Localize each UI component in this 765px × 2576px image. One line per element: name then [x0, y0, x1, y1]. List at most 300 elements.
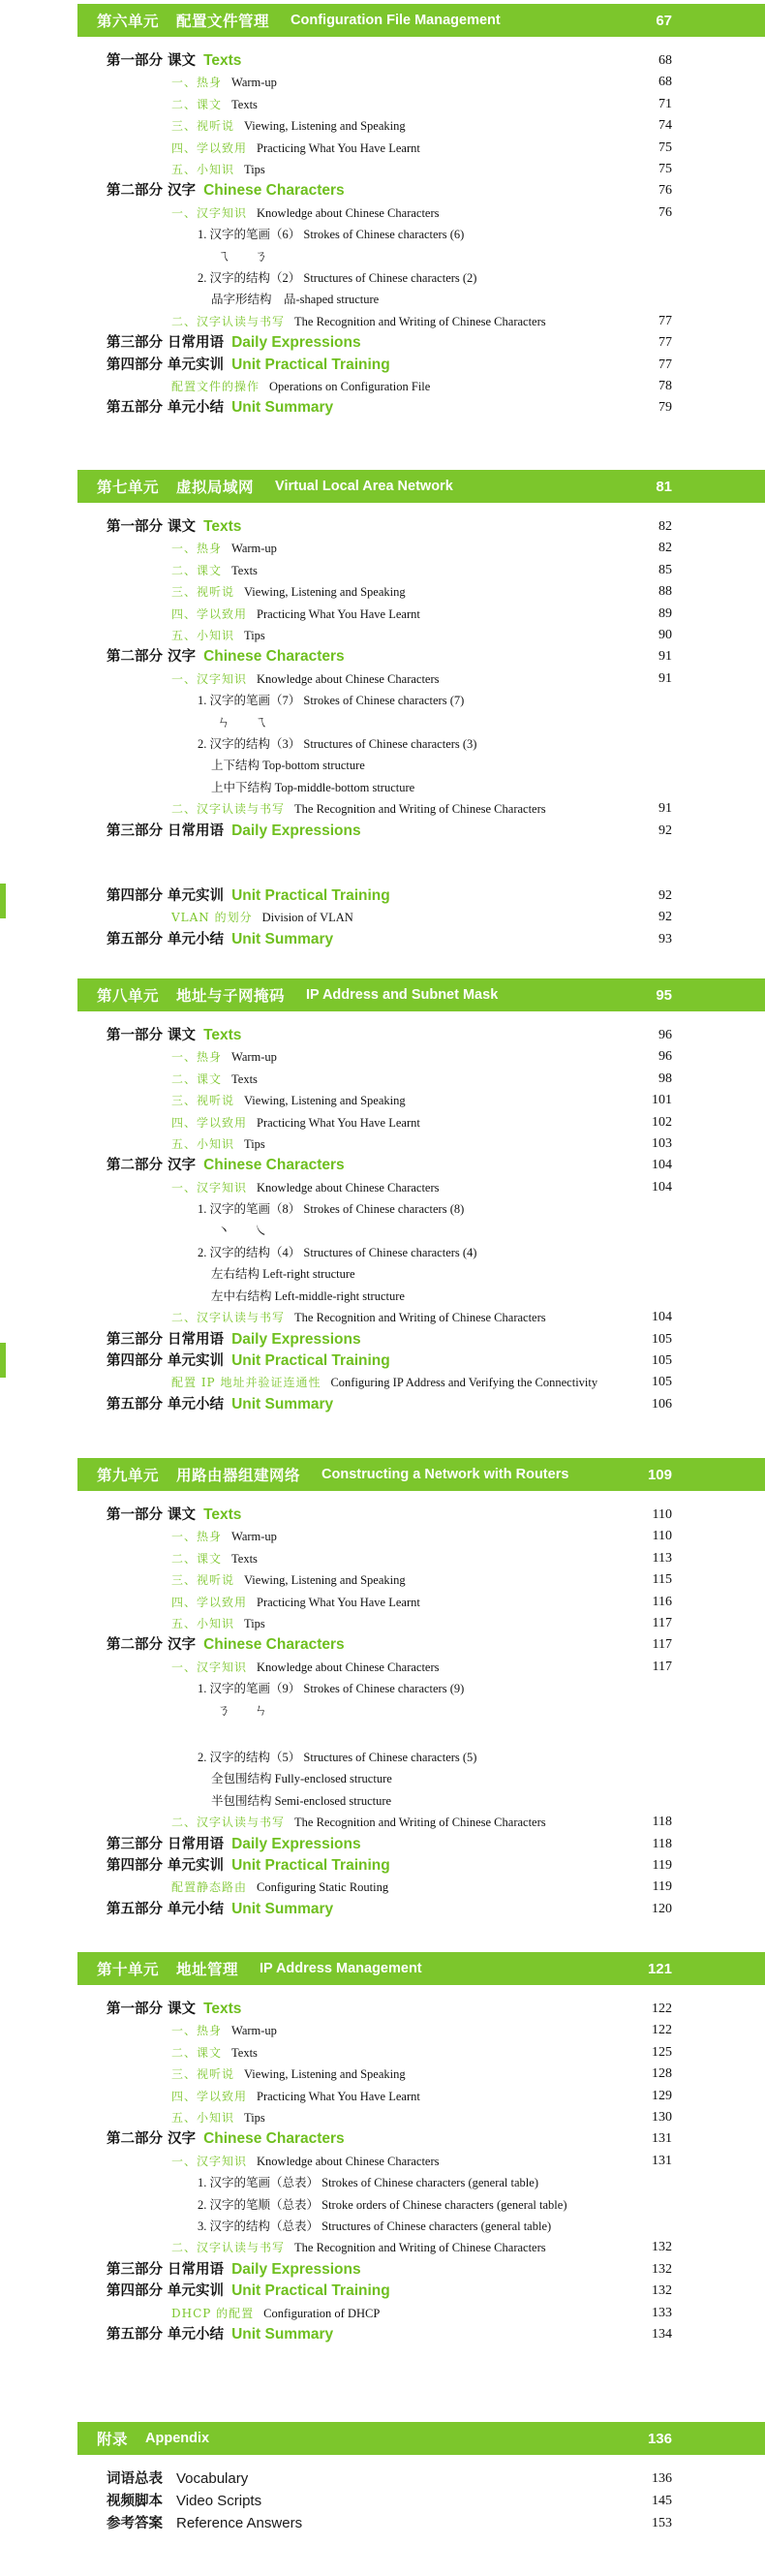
section-label-cn: 二、汉字认读与书写 [171, 1816, 286, 1830]
toc-row[interactable] [0, 397, 765, 419]
section-entry [171, 2064, 406, 2085]
unit-header-bar[interactable] [77, 978, 765, 1011]
appendix-header-bar[interactable] [77, 2422, 765, 2455]
toc-row[interactable] [0, 2303, 765, 2324]
section-entry [171, 1569, 406, 1591]
section-entry [171, 1613, 265, 1634]
toc-row[interactable] [0, 311, 765, 332]
unit-number: 第九单元 [97, 1467, 160, 1484]
section-label-en: Knowledge about Chinese Characters [257, 205, 440, 220]
unit-title-cn: 地址与子网掩码 [176, 987, 286, 1005]
toc-row[interactable] [0, 94, 765, 115]
section-label-cn: 二、课文 [171, 2045, 223, 2060]
toc-row[interactable] [0, 2259, 765, 2281]
unit-number: 第十单元 [97, 1961, 160, 1978]
page-number: 119 [652, 1858, 672, 1873]
toc-row[interactable] [0, 2064, 765, 2085]
part-title-cn: 第四部分 单元实训 [107, 357, 225, 373]
section-entry [171, 1307, 546, 1328]
section-label-cn: 四、学以致用 [171, 1595, 248, 1609]
unit-title-en: Virtual Local Area Network [275, 479, 453, 494]
toc-row[interactable] [0, 2324, 765, 2345]
section-label-en: Practicing What You Have Learnt [257, 1595, 420, 1609]
toc-row[interactable] [0, 1263, 765, 1285]
toc-row[interactable] [0, 1790, 765, 1812]
page-number: 92 [658, 822, 672, 838]
page-number: 91 [658, 801, 672, 817]
toc-row[interactable] [0, 646, 765, 667]
unit-page-number: 121 [647, 1960, 672, 1977]
subsection-entry: 左中右结构 Left-middle-right structure [211, 1288, 405, 1303]
part-heading [107, 1505, 241, 1526]
section-label-cn: 三、视听说 [171, 585, 235, 600]
section-entry [171, 138, 420, 159]
toc-row[interactable] [0, 1569, 765, 1591]
unit-title-cn: 用路由器组建网络 [176, 1467, 301, 1484]
toc-row[interactable] [0, 1394, 765, 1415]
toc-row[interactable] [0, 355, 765, 376]
appendix-row-entry[interactable] [0, 2468, 765, 2490]
section-label-en: Warm-up [231, 2024, 277, 2038]
section-entry [171, 2086, 420, 2107]
section-entry [171, 907, 353, 928]
toc-row[interactable] [0, 2128, 765, 2150]
toc-row[interactable] [0, 1505, 765, 1526]
part-title-cn: 第一部分 课文 [107, 2002, 197, 2017]
section-label-en: Configuring IP Address and Verifying the Connectivity [330, 1376, 598, 1390]
section-entry [171, 1177, 440, 1198]
toc-row[interactable] [0, 1069, 765, 1090]
section-entry [171, 1133, 265, 1155]
toc-row[interactable] [0, 1090, 765, 1111]
section-label-en: Practicing What You Have Learnt [257, 2089, 420, 2103]
subsection-entry: 2. 汉字的结构（3） Structures of Chinese characters (3) [198, 737, 477, 751]
section-label-cn: 二、汉字认读与书写 [171, 2241, 286, 2255]
subsection-entry: 2. 汉字的结构（4） Structures of Chinese characters (4) [198, 1246, 477, 1259]
part-title-en: Unit Summary [231, 1395, 334, 1412]
toc-row[interactable] [0, 180, 765, 202]
section-entry [171, 72, 277, 93]
section-entry [171, 2042, 258, 2064]
section-entry [171, 1526, 277, 1547]
toc-row[interactable] [0, 1046, 765, 1068]
unit-header-bar[interactable] [77, 1458, 765, 1491]
toc-row[interactable] [0, 1855, 765, 1877]
part-title-cn: 第三部分 日常用语 [107, 2261, 225, 2278]
appendix-entry-en: Video Scripts [176, 2493, 262, 2509]
page-number: 132 [652, 2240, 672, 2255]
toc-row[interactable] [0, 1613, 765, 1634]
section-label-en: Texts [231, 1071, 258, 1086]
part-title-en: Unit Practical Training [231, 356, 390, 373]
toc-row[interactable] [0, 885, 765, 907]
page-number: 90 [658, 628, 672, 642]
unit-header-bar[interactable] [77, 4, 765, 37]
section-label-en: The Recognition and Writing of Chinese Characters [294, 802, 546, 817]
part-title-en: Chinese Characters [203, 2130, 345, 2148]
toc-row[interactable] [0, 1307, 765, 1328]
toc-row[interactable] [0, 538, 765, 559]
part-heading [107, 1350, 390, 1372]
section-label-en: Viewing, Listening and Speaking [244, 2067, 406, 2082]
section-label-cn: 四、学以致用 [171, 2089, 248, 2103]
page-number: 117 [652, 1659, 672, 1674]
page-number: 115 [652, 1572, 672, 1588]
appendix-title-en: Appendix [145, 2431, 210, 2446]
toc-row[interactable] [0, 267, 765, 289]
unit-page-number: 81 [656, 478, 672, 495]
unit-title-en: IP Address and Subnet Mask [306, 987, 499, 1003]
section-label-cn: 一、热身 [171, 1050, 223, 1065]
part-title-en: Unit Summary [231, 1900, 334, 1917]
part-title-en: Texts [203, 518, 242, 535]
unit-number: 第六单元 [97, 13, 160, 30]
section-label-en: Tips [244, 1617, 265, 1630]
page-number: 93 [658, 931, 672, 947]
section-label-cn: 配置文件的操作 [171, 380, 260, 393]
toc-row[interactable] [0, 2151, 765, 2172]
page-number: 122 [652, 2002, 672, 2016]
section-label-cn: 一、汉字知识 [171, 1180, 248, 1195]
part-title-cn: 第三部分 日常用语 [107, 335, 225, 352]
toc-row[interactable] [0, 907, 765, 928]
toc-row[interactable] [0, 625, 765, 646]
section-label-cn: 五、小知识 [171, 1617, 235, 1630]
appendix-row-entry[interactable] [0, 2491, 765, 2512]
toc-row[interactable] [0, 1329, 765, 1350]
appendix-row-entry[interactable] [0, 2513, 765, 2534]
toc-row[interactable] [0, 2042, 765, 2064]
part-heading [107, 516, 241, 538]
unit-title-en: Constructing a Network with Routers [321, 1467, 569, 1482]
page-number: 85 [658, 562, 672, 577]
section-label-cn: 四、学以致用 [171, 140, 248, 155]
section-label-en: Tips [244, 1137, 265, 1151]
section-label-en: Configuring Static Routing [257, 1880, 389, 1895]
page-number: 131 [652, 2131, 672, 2147]
page-number: 77 [658, 357, 672, 372]
toc-row[interactable] [0, 2237, 765, 2258]
page-number: 76 [658, 183, 672, 199]
section-entry [171, 115, 406, 137]
toc-row[interactable] [0, 560, 765, 581]
page-number: 74 [658, 118, 672, 134]
unit-title-cn: 虚拟局域网 [176, 479, 255, 496]
toc-row[interactable] [0, 50, 765, 72]
page-number: 118 [652, 1815, 672, 1830]
section-label-en: Warm-up [231, 1050, 277, 1065]
page-number: 96 [658, 1049, 672, 1065]
subsection-entry: 2. 汉字的结构（2） Structures of Chinese characters (2) [198, 271, 477, 285]
part-heading [107, 397, 333, 419]
section-entry [171, 202, 440, 224]
section-label-cn: 配置 IP 地址并验证连通性 [171, 1376, 321, 1390]
part-heading [107, 50, 241, 72]
part-title-en: Unit Practical Training [231, 887, 390, 904]
page-number: 102 [652, 1114, 672, 1130]
toc-row[interactable] [0, 798, 765, 820]
toc-row[interactable] [0, 1112, 765, 1133]
section-label-en: Warm-up [231, 1530, 277, 1544]
part-title-en: Chinese Characters [203, 648, 345, 666]
unit-number: 第八单元 [97, 987, 160, 1005]
section-entry [171, 311, 546, 332]
section-label-cn: 二、汉字认读与书写 [171, 1311, 286, 1325]
toc-row[interactable] [0, 1177, 765, 1198]
section-label-cn: 四、学以致用 [171, 1115, 248, 1130]
page-number: 104 [652, 1310, 672, 1325]
page-number: 105 [652, 1353, 672, 1368]
subsection-entry: 半包围结构 Semi-enclosed structure [211, 1793, 392, 1808]
page-number: 104 [652, 1158, 672, 1173]
toc-row[interactable] [0, 1899, 765, 1920]
toc-row[interactable] [0, 1634, 765, 1656]
subsection-entry: 全包围结构 Fully-enclosed structure [211, 1772, 392, 1786]
section-label-en: Texts [231, 1551, 258, 1566]
part-title-en: Daily Expressions [231, 1330, 361, 1348]
toc-row[interactable] [0, 1526, 765, 1547]
part-heading [107, 2324, 333, 2345]
toc-row[interactable] [0, 2086, 765, 2107]
section-label-en: Warm-up [231, 76, 277, 90]
part-title-cn: 第三部分 日常用语 [107, 822, 225, 839]
part-heading [107, 332, 361, 354]
section-label-en: Viewing, Listening and Speaking [244, 1094, 406, 1108]
appendix-entry [107, 2513, 302, 2534]
toc-row[interactable] [0, 332, 765, 354]
part-heading [107, 1394, 333, 1415]
toc-row[interactable] [0, 224, 765, 245]
toc-row[interactable] [0, 1133, 765, 1155]
part-title-cn: 第二部分 汉字 [107, 1637, 197, 1654]
toc-row[interactable] [0, 690, 765, 711]
part-heading [107, 1899, 333, 1920]
toc-row[interactable] [0, 581, 765, 603]
section-entry [171, 159, 265, 180]
toc-row[interactable] [0, 1999, 765, 2020]
section-entry [171, 376, 430, 397]
unit-header-bar[interactable] [77, 1952, 765, 1985]
unit-number: 第七单元 [97, 479, 160, 496]
toc-row[interactable] [0, 2107, 765, 2128]
toc-row[interactable] [0, 72, 765, 93]
page-number: 117 [652, 1616, 672, 1630]
toc-row[interactable] [0, 2281, 765, 2302]
section-entry [171, 2151, 440, 2172]
subsection-entry: 上下结构 Top-bottom structure [211, 759, 365, 773]
page-number: 136 [652, 2471, 672, 2486]
toc-row[interactable] [0, 777, 765, 798]
section-label-en: Texts [231, 563, 258, 577]
section-entry [171, 604, 420, 625]
section-label-en: Knowledge about Chinese Characters [257, 1180, 440, 1195]
toc-row[interactable] [0, 668, 765, 690]
toc-row[interactable] [0, 202, 765, 224]
section-entry [171, 2237, 546, 2258]
section-label-en: Operations on Configuration File [269, 380, 431, 393]
part-title-en: Unit Practical Training [231, 2282, 390, 2300]
toc-row[interactable] [0, 1834, 765, 1855]
toc-row[interactable] [0, 1155, 765, 1176]
toc-row[interactable] [0, 1198, 765, 1220]
section-entry [171, 2303, 380, 2324]
toc-row[interactable] [0, 604, 765, 625]
section-entry [171, 1046, 277, 1068]
page-number: 134 [652, 2327, 672, 2342]
toc-row[interactable] [0, 712, 765, 733]
page-number: 79 [658, 400, 672, 416]
page-number: 103 [652, 1136, 672, 1151]
part-heading [107, 1155, 345, 1176]
section-label-cn: 五、小知识 [171, 629, 235, 642]
toc-row[interactable] [0, 1242, 765, 1263]
page-number: 98 [658, 1071, 672, 1086]
part-heading [107, 1999, 241, 2020]
part-title-en: Unit Summary [231, 930, 334, 947]
toc-row[interactable] [0, 1768, 765, 1789]
section-label-cn: 一、热身 [171, 2024, 223, 2038]
part-title-en: Daily Expressions [231, 2260, 361, 2278]
part-title-en: Unit Summary [231, 399, 334, 417]
part-title-cn: 第三部分 日常用语 [107, 1331, 225, 1348]
section-label-cn: 二、课文 [171, 1551, 223, 1566]
section-entry [171, 1592, 420, 1613]
section-label-cn: 二、汉字认读与书写 [171, 314, 286, 328]
section-label-cn: 五、小知识 [171, 2111, 235, 2125]
toc-row[interactable] [0, 1548, 765, 1569]
toc-row[interactable] [0, 733, 765, 755]
section-label-cn: 一、汉字知识 [171, 2154, 248, 2168]
part-title-en: Texts [203, 52, 242, 69]
section-entry [171, 560, 258, 581]
subsection-entry: 上中下结构 Top-middle-bottom structure [211, 780, 415, 794]
stroke-examples: ㄋ ㄣ [217, 1702, 278, 1719]
section-label-cn: 二、课文 [171, 563, 223, 577]
unit-title-cn: 地址管理 [176, 1961, 239, 1978]
toc-row[interactable] [0, 516, 765, 538]
section-label-en: The Recognition and Writing of Chinese Characters [294, 1816, 546, 1830]
section-label-cn: 五、小知识 [171, 163, 235, 176]
toc-row[interactable] [0, 1592, 765, 1613]
section-label-en: The Recognition and Writing of Chinese Characters [294, 2241, 546, 2255]
toc-row[interactable] [0, 821, 765, 842]
toc-row[interactable] [0, 138, 765, 159]
toc-row[interactable] [0, 376, 765, 397]
toc-row[interactable] [0, 2172, 765, 2193]
toc-row[interactable] [0, 289, 765, 310]
part-title-en: Daily Expressions [231, 1835, 361, 1852]
part-title-cn: 第五部分 单元小结 [107, 2327, 225, 2343]
part-heading [107, 1634, 345, 1656]
part-title-cn: 第一部分 课文 [107, 1028, 197, 1043]
part-title-en: Texts [203, 1506, 242, 1523]
unit-page-number: 109 [647, 1466, 672, 1483]
toc-row[interactable] [0, 2216, 765, 2237]
section-label-en: Viewing, Listening and Speaking [244, 119, 406, 134]
part-title-en: Unit Practical Training [231, 1857, 390, 1874]
toc-row[interactable] [0, 1678, 765, 1699]
toc-row[interactable] [0, 1747, 765, 1768]
toc-row[interactable] [0, 2194, 765, 2216]
toc-row[interactable] [0, 1657, 765, 1678]
toc-row[interactable] [0, 1812, 765, 1833]
part-title-en: Unit Practical Training [231, 1352, 390, 1369]
section-entry [171, 1069, 258, 1090]
page-number: 145 [652, 2494, 672, 2508]
section-label-cn: 五、小知识 [171, 1137, 235, 1151]
part-heading [107, 180, 345, 202]
section-label-en: Practicing What You Have Learnt [257, 140, 420, 155]
part-title-cn: 第四部分 单元实训 [107, 1858, 225, 1874]
subsection-entry: 1. 汉字的笔画（6） Strokes of Chinese characters (6) [198, 228, 465, 242]
section-entry [171, 1112, 420, 1133]
section-label-en: Knowledge about Chinese Characters [257, 2154, 440, 2168]
section-entry [171, 625, 265, 646]
page-number: 91 [658, 649, 672, 665]
appendix-entry-cn: 词语总表 [107, 2471, 163, 2487]
page-number: 113 [652, 1550, 672, 1566]
part-title-en: Chinese Characters [203, 1636, 345, 1654]
toc-row[interactable] [0, 755, 765, 776]
subsection-entry: 3. 汉字的结构（总表） Structures of Chinese characters (general table) [198, 2219, 552, 2233]
toc-row[interactable] [0, 1700, 765, 1722]
page-number: 75 [658, 162, 672, 176]
subsection-entry: 1. 汉字的笔画（7） Strokes of Chinese characters (7) [198, 694, 465, 708]
subsection-entry: 2. 汉字的笔顺（总表） Stroke orders of Chinese characters (general table) [198, 2197, 567, 2212]
page-number: 82 [658, 519, 672, 534]
subsection-entry: 品字形结构 品-shaped structure [211, 293, 380, 307]
section-label-cn: 一、汉字知识 [171, 1660, 248, 1674]
part-heading [107, 355, 390, 376]
toc-row[interactable] [0, 2020, 765, 2041]
page-number: 132 [652, 2261, 672, 2277]
toc-row[interactable] [0, 115, 765, 137]
toc-row[interactable] [0, 1372, 765, 1393]
toc-row[interactable] [0, 1350, 765, 1372]
section-entry [171, 94, 258, 115]
section-label-en: The Recognition and Writing of Chinese Characters [294, 1311, 546, 1325]
toc-row[interactable] [0, 929, 765, 950]
part-heading [107, 1855, 390, 1877]
toc-row[interactable] [0, 1877, 765, 1898]
section-label-en: The Recognition and Writing of Chinese Characters [294, 314, 546, 328]
toc-row[interactable] [0, 159, 765, 180]
section-entry [171, 798, 546, 820]
toc-row[interactable] [0, 1286, 765, 1307]
unit-header-bar[interactable] [77, 470, 765, 503]
subsection-entry: 2. 汉字的结构（5） Structures of Chinese characters (5) [198, 1751, 477, 1764]
toc-row[interactable] [0, 1025, 765, 1046]
section-entry [171, 2020, 277, 2041]
toc-row[interactable] [0, 246, 765, 267]
page-number: 77 [658, 313, 672, 328]
page-number: 131 [652, 2153, 672, 2168]
part-title-en: Texts [203, 2001, 242, 2017]
part-heading [107, 1025, 241, 1046]
subsection-entry: 1. 汉字的笔画（8） Strokes of Chinese characters (8) [198, 1202, 465, 1217]
page-number: 75 [658, 140, 672, 155]
appendix-entry [107, 2468, 248, 2490]
part-heading [107, 1329, 361, 1350]
part-heading [107, 2128, 345, 2150]
part-title-en: Daily Expressions [231, 822, 361, 839]
part-heading [107, 646, 345, 667]
part-title-en: Daily Expressions [231, 334, 361, 352]
appendix-title-cn: 附录 [97, 2431, 129, 2448]
toc-row[interactable] [0, 1221, 765, 1242]
left-edge-marker [0, 884, 6, 918]
page-number: 130 [652, 2110, 672, 2125]
